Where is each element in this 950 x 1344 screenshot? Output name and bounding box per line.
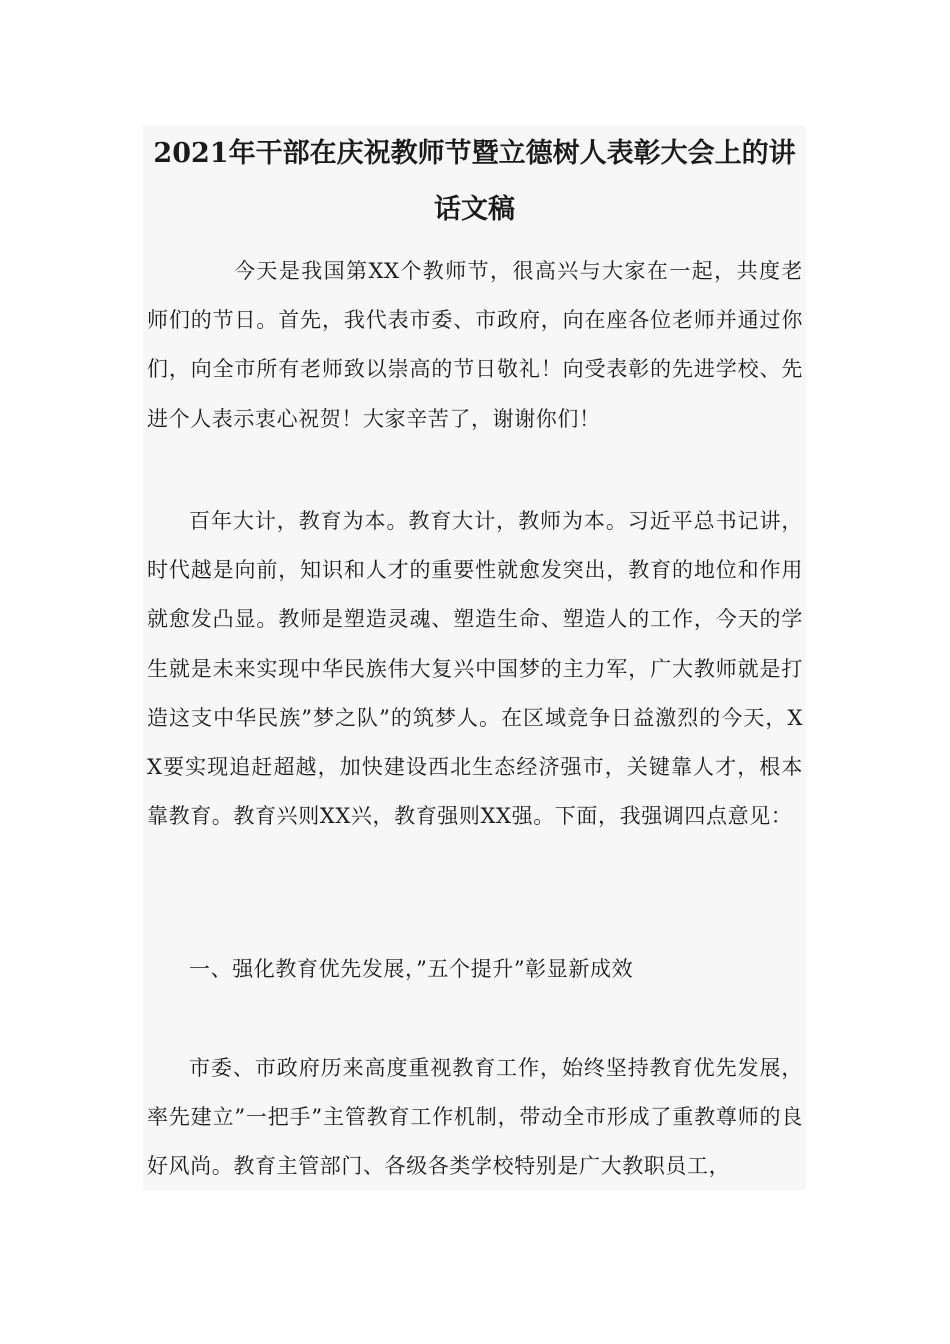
paragraph-greeting: 今天是我国第XX个教师节，很高兴与大家在一起，共度老师们的节日。首先，我代表市委、市政府，向在座各位老师并通过你们，向全市所有老师致以崇高的节日敬礼！向受表彰的先进学校、先进个人表示衷心祝贺！大家辛苦了，谢谢你们！: [147, 259, 803, 431]
paragraph-education-importance: 百年大计，教育为本。教育大计，教师为本。习近平总书记讲，时代越是向前，知识和人才的重要性就愈发突出，教育的地位和作用就愈发凸显。教师是塑造灵魂、塑造生命、塑造人的工作，今天的学生就是未来实现中华民族伟大复兴中国梦的主力军，广大教师就是打造这支中华民族”梦之队”的筑梦人。在区域竞争日益激烈的今天，XX要实现追赶超越，加快建设西北生态经济强市，关键靠人才，根本靠教育。教育兴则XX兴，教育强则XX强。下面，我强调四点意见：: [147, 509, 803, 829]
document-title: 2021年干部在庆祝教师节暨立德树人表彰大会上的讲话文稿: [153, 138, 796, 225]
section-heading: 一、强化教育优先发展，”五个提升”彰显新成效: [189, 957, 634, 981]
paragraph-section-body: 市委、市政府历来高度重视教育工作，始终坚持教育优先发展，率先建立”一把手”主管教育工作机制，带动全市形成了重教尊师的良好风尚。教育主管部门、各级各类学校特别是广大教职员工，: [147, 1056, 803, 1179]
